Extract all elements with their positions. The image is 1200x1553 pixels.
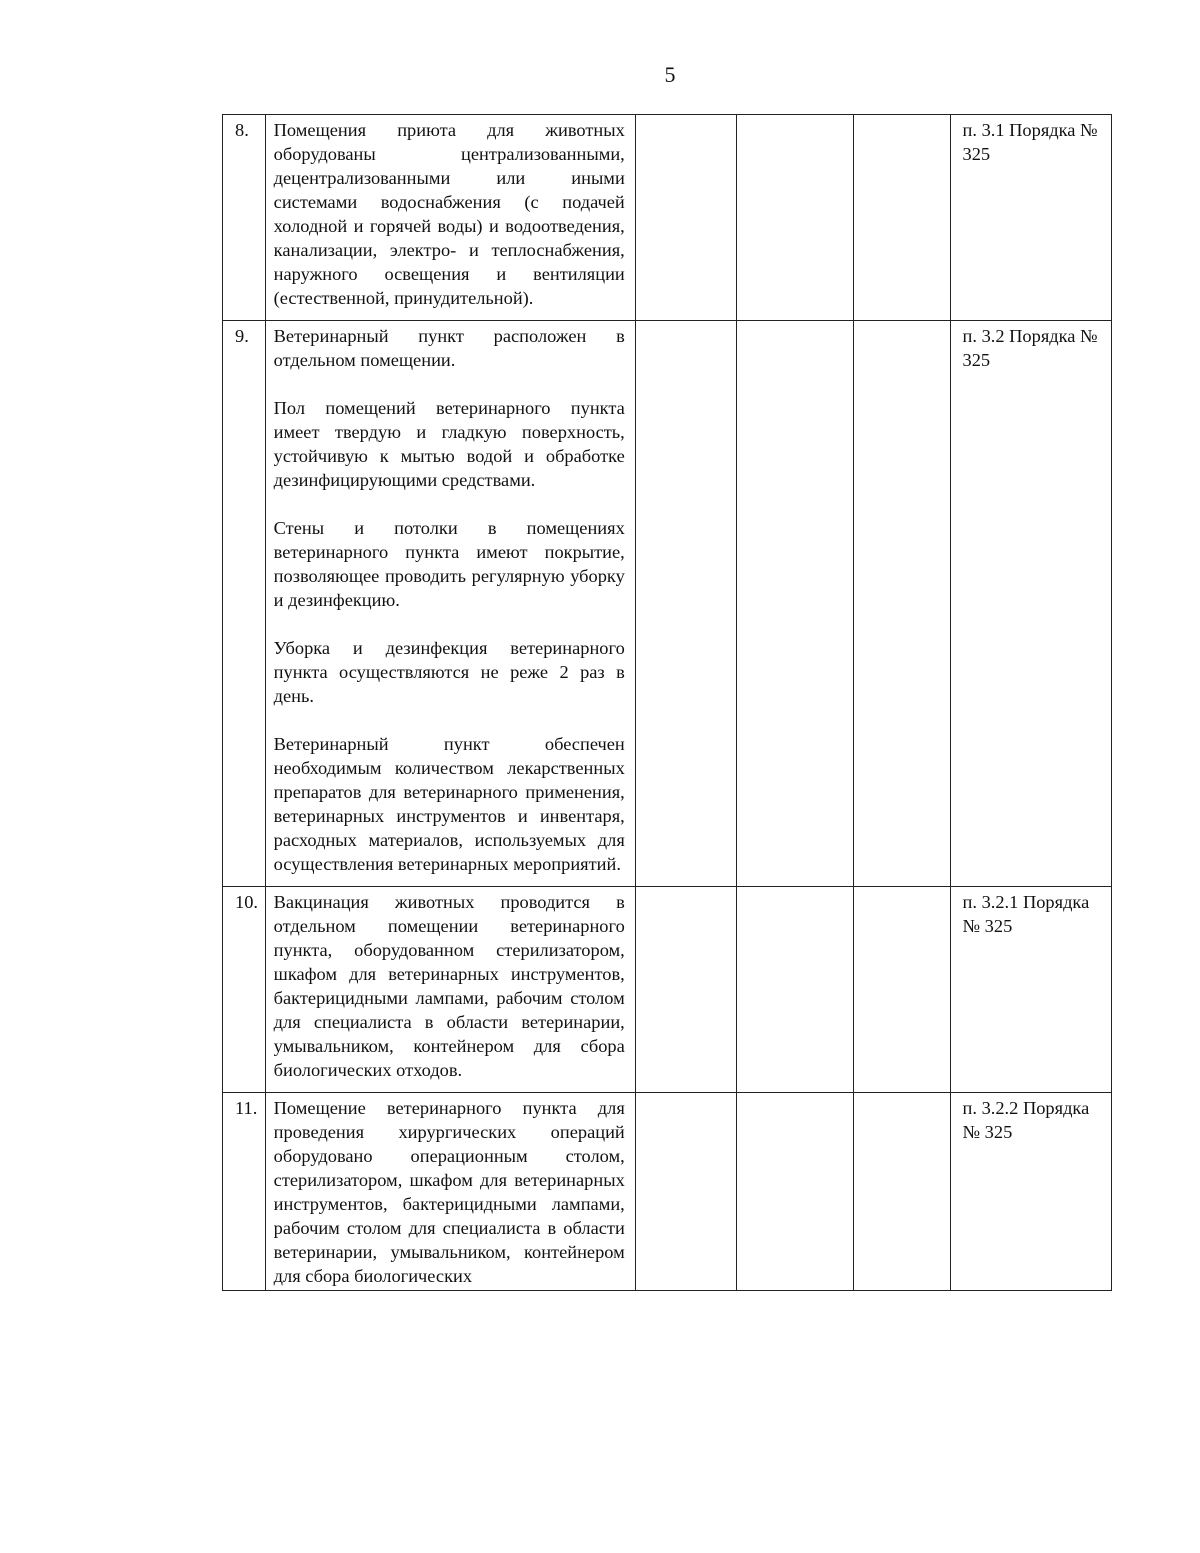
- requirement-paragraph: Помещение ветеринарного пункта для проведения хирургических операций оборудовано операционным столом, стерилизатором, шкафом для ветеринарных инструментов, бактерицидными лампами, рабочим столом для специалиста в области ветеринарии, умывальником, контейнером для сбора биологических: [273, 1098, 625, 1286]
- requirement-cell: [265, 321, 635, 887]
- requirement-paragraph: Стены и потолки в помещениях ветеринарного пункта имеют покрытие, позволяющее проводить регулярную уборку и дезинфекцию.: [273, 518, 625, 610]
- answer-cell-no: [737, 115, 853, 321]
- answer-cell-no: [737, 887, 853, 1093]
- requirement-paragraph: Уборка и дезинфекция ветеринарного пункта осуществляются не реже 2 раз в день.: [273, 638, 625, 706]
- answer-cell-no: [737, 1093, 853, 1291]
- reference-cell: п. 3.2.2 Порядка № 325: [950, 1093, 1111, 1291]
- reference-cell: п. 3.2 Порядка № 325: [950, 321, 1111, 887]
- reference-cell: п. 3.2.1 Порядка № 325: [950, 887, 1111, 1093]
- requirement-paragraph: Помещения приюта для животных оборудованы централизованными, децентрализованными или иными системами водоснабжения (с подачей холодной и горячей воды) и водоотведения, канализации, электро- и теплоснабжения, наружного освещения и вентиляции (естественной, принудительной).: [273, 120, 625, 308]
- requirement-cell: [265, 115, 635, 321]
- requirement-cell: [265, 887, 635, 1093]
- requirement-paragraph: Вакцинация животных проводится в отдельном помещении ветеринарного пункта, оборудованном стерилизатором, шкафом для ветеринарных инструментов, бактерицидными лампами, рабочим столом для специалиста в области ветеринарии, умывальником, контейнером для сбора биологических отходов.: [273, 892, 625, 1080]
- table-row: [223, 321, 1112, 887]
- requirement-cell: [265, 1093, 635, 1291]
- requirement-paragraph: Пол помещений ветеринарного пункта имеет твердую и гладкую поверхность, устойчивую к мытью водой и обработке дезинфицирующими средствами.: [273, 398, 625, 490]
- reference-cell: п. 3.1 Порядка № 325: [950, 115, 1111, 321]
- row-number: 11.: [223, 1093, 266, 1291]
- row-number: 10.: [223, 887, 266, 1093]
- answer-cell-yes: [635, 321, 736, 887]
- table-row: [223, 115, 1112, 321]
- table-row: [223, 887, 1112, 1093]
- answer-cell-na: [853, 887, 950, 1093]
- answer-cell-na: [853, 321, 950, 887]
- table-row: [223, 1093, 1112, 1291]
- answer-cell-na: [853, 1093, 950, 1291]
- answer-cell-no: [737, 321, 853, 887]
- requirement-paragraph: Ветеринарный пункт расположен в отдельном помещении.: [273, 326, 625, 370]
- answer-cell-na: [853, 115, 950, 321]
- row-number: 9.: [223, 321, 266, 887]
- answer-cell-yes: [635, 887, 736, 1093]
- answer-cell-yes: [635, 115, 736, 321]
- row-number: 8.: [223, 115, 266, 321]
- answer-cell-yes: [635, 1093, 736, 1291]
- page-number: 5: [664, 62, 676, 87]
- checklist-table: [222, 114, 1112, 1291]
- requirement-paragraph: Ветеринарный пункт обеспечен необходимым количеством лекарственных препаратов для ветеринарного применения, ветеринарных инструментов и инвентаря, расходных материалов, используемых для осуществления ветеринарных мероприятий.: [273, 734, 625, 874]
